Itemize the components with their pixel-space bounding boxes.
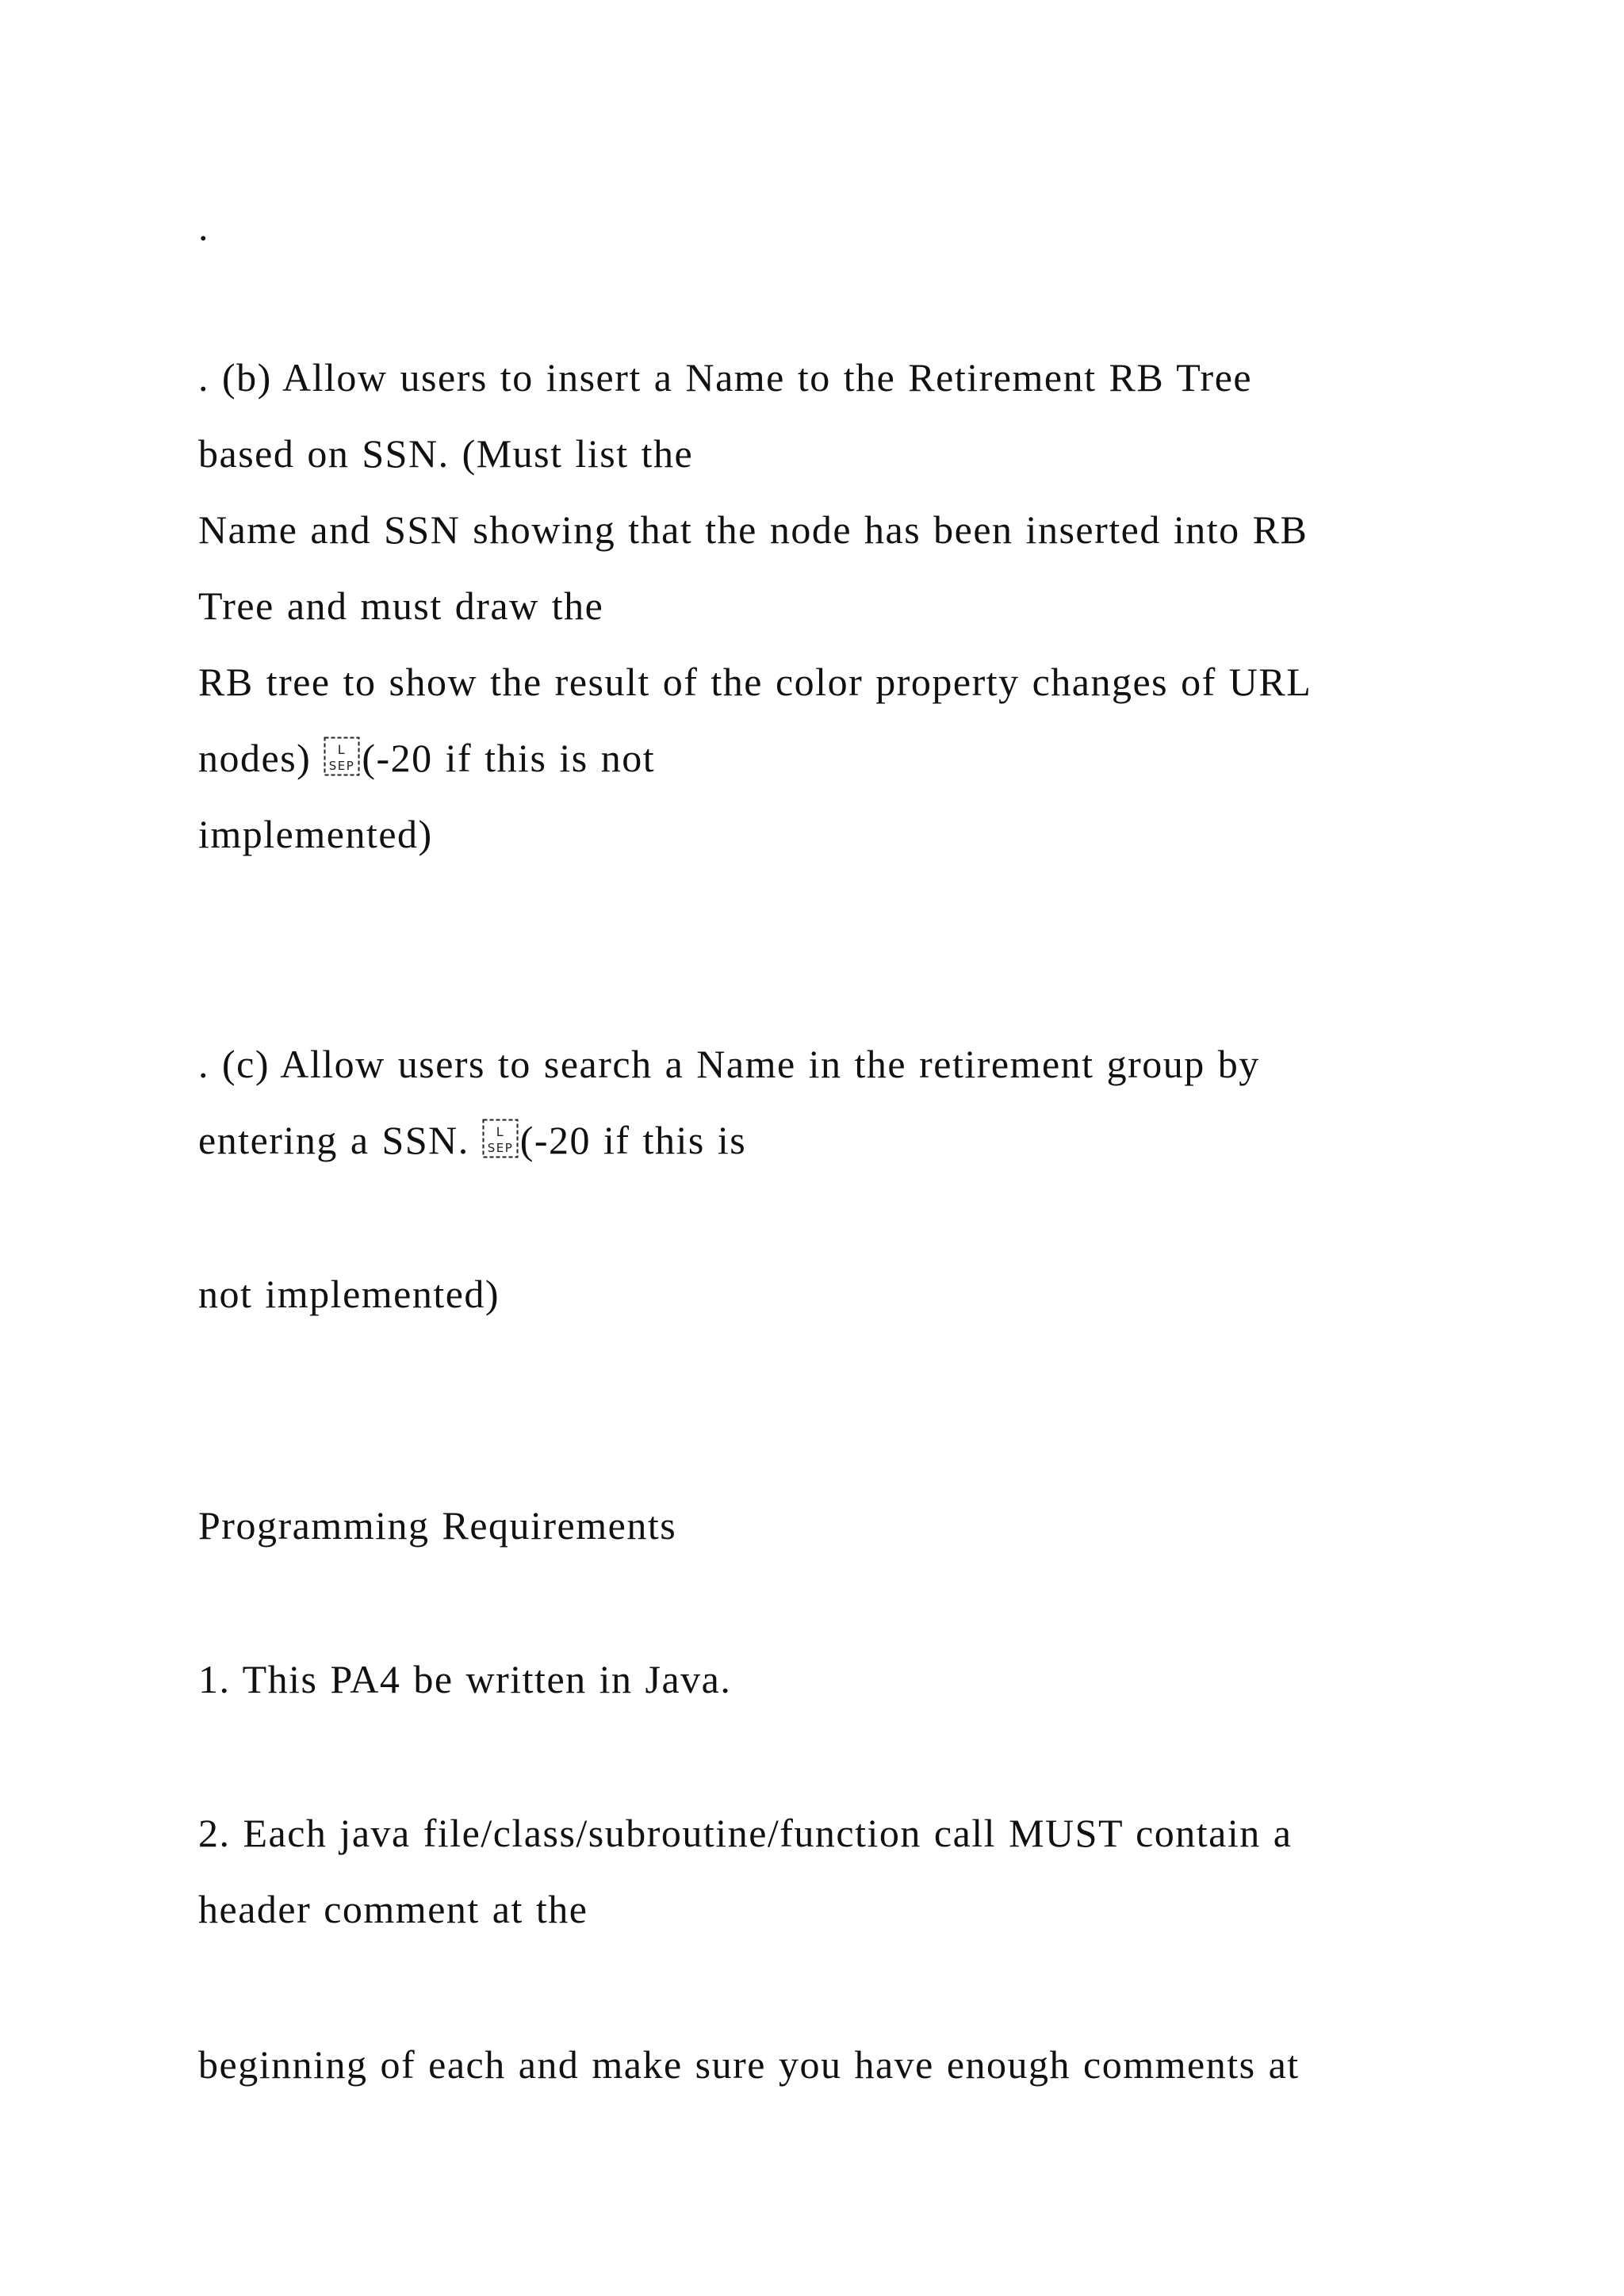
text-line-8: implemented) [198, 812, 433, 856]
line-separator-icon [482, 1119, 519, 1158]
separator-bottom-text: SEP [487, 1141, 514, 1155]
separator-top-text: L [338, 742, 347, 757]
text-line-5: Tree and must draw the [198, 584, 604, 628]
separator-top-text: L [496, 1124, 504, 1139]
separator-bottom-text: SEP [329, 759, 355, 773]
text-segment: nodes) [198, 736, 312, 780]
text-segment: (-20 if this is not [362, 736, 656, 780]
text-line-4: Name and SSN showing that the node has been inserted into RB [198, 507, 1308, 552]
text-line-13: 2. Each java file/class/subroutine/function call MUST contain a [198, 1811, 1293, 1855]
text-line-10 [198, 1116, 746, 1164]
text-line-2: . (b) Allow users to insert a Name to the Retirement RB Tree [198, 355, 1253, 400]
text-line-3: based on SSN. (Must list the [198, 431, 694, 476]
text-line-15: beginning of each and make sure you have enough comments at [198, 2042, 1300, 2087]
text-line-6: RB tree to show the result of the color property changes of URL [198, 660, 1312, 704]
text-line-11: not implemented) [198, 1272, 500, 1316]
text-line-7 [198, 734, 655, 782]
text-line-14: header comment at the [198, 1887, 588, 1931]
text-segment: (-20 if this is [519, 1118, 747, 1162]
text-segment: entering a SSN. [198, 1118, 469, 1162]
line-separator-icon [324, 737, 360, 776]
text-line-12: 1. This PA4 be written in Java. [198, 1657, 732, 1701]
text-line-1: . [198, 205, 209, 249]
section-heading: Programming Requirements [198, 1503, 677, 1548]
text-line-9: . (c) Allow users to search a Name in the retirement group by [198, 1042, 1260, 1086]
